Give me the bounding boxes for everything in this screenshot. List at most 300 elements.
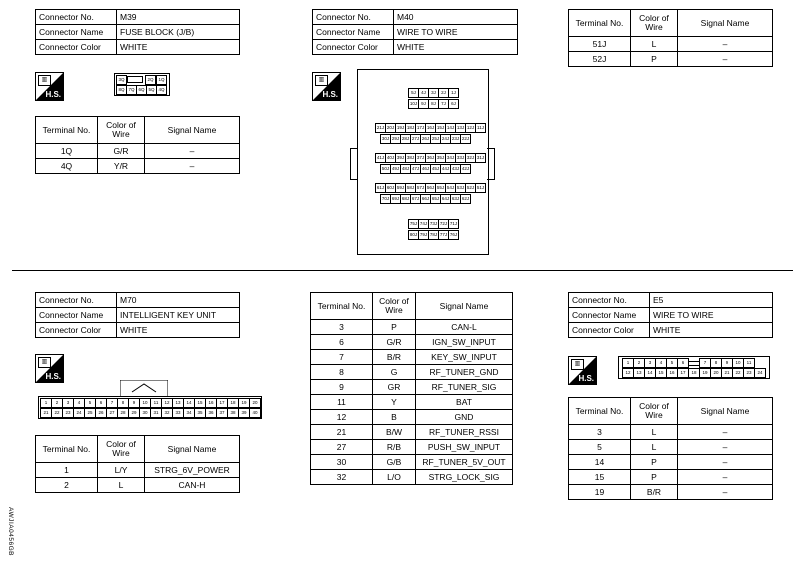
terminal-cell: 29	[128, 408, 140, 418]
label-connector-color: Connector Color	[36, 40, 117, 55]
terminal-cell: 24	[73, 408, 85, 418]
m40-housing-latch-left	[350, 148, 358, 180]
wire-color-cell: L	[631, 425, 678, 440]
terminal-cell: 5J	[408, 88, 419, 98]
header-color-of-wire: Color of Wire	[98, 117, 145, 144]
terminal-cell: 20	[249, 398, 261, 408]
terminal-cell: 58J	[405, 183, 416, 193]
terminal-cell: 30	[139, 408, 151, 418]
terminal-cell: 20J	[385, 123, 396, 133]
header-terminal-no: Terminal No.	[36, 117, 98, 144]
terminal-cell: 2Q	[145, 75, 156, 85]
terminal-cell: 4Q	[156, 85, 167, 95]
terminal-cell: 38	[227, 408, 239, 418]
terminal-cell: 5	[666, 358, 678, 368]
signal-name-cell: IGN_SW_INPUT	[416, 335, 513, 350]
terminal-cell: 65J	[430, 194, 441, 204]
terminal-cell: 13	[633, 368, 645, 378]
m70-signal-table-b	[310, 292, 513, 485]
terminal-cell: 30J	[380, 134, 391, 144]
terminal-cell: 55J	[435, 183, 446, 193]
terminal-cell: 4J	[418, 88, 429, 98]
terminal-no-cell: 5	[569, 440, 631, 455]
wire-color-cell: B/W	[373, 425, 416, 440]
terminal-cell: 76J	[448, 230, 459, 240]
terminal-cell: 66J	[420, 194, 431, 204]
m40-connector-no: M40	[394, 10, 518, 25]
signal-name-cell: RF_TUNER_RSSI	[416, 425, 513, 440]
terminal-cell: 80J	[408, 230, 419, 240]
terminal-no-cell: 30	[311, 455, 373, 470]
wire-color-cell: Y/R	[98, 159, 145, 174]
wire-color-cell: Y	[373, 395, 416, 410]
terminal-cell: 31J	[475, 153, 486, 163]
signal-name-cell: PUSH_SW_INPUT	[416, 440, 513, 455]
terminal-cell: 32	[161, 408, 173, 418]
label-connector-color: Connector Color	[569, 323, 650, 338]
m40-connector-color: WHITE	[394, 40, 518, 55]
table-row	[311, 455, 513, 470]
table-row	[36, 144, 240, 159]
terminal-cell: 14	[183, 398, 195, 408]
header-terminal-no: Terminal No.	[569, 10, 631, 37]
terminal-cell: 24	[754, 368, 766, 378]
terminal-no-cell: 3	[569, 425, 631, 440]
terminal-no-cell: 1	[36, 463, 98, 478]
table-row	[311, 470, 513, 485]
wire-color-cell: GR	[373, 380, 416, 395]
terminal-cell: 23	[743, 368, 755, 378]
terminal-cell: 62J	[460, 194, 471, 204]
terminal-cell: 17	[216, 398, 228, 408]
signal-name-cell: –	[145, 159, 240, 174]
label-connector-color: Connector Color	[36, 323, 117, 338]
terminal-cell: 25	[84, 408, 96, 418]
terminal-cell: 35	[194, 408, 206, 418]
signal-name-cell: RF_TUNER_SIG	[416, 380, 513, 395]
terminal-cell: 3	[644, 358, 656, 368]
wire-color-cell: L/O	[373, 470, 416, 485]
header-color-of-wire: Color of Wire	[631, 398, 678, 425]
table-row	[311, 350, 513, 365]
terminal-cell: 1	[40, 398, 52, 408]
terminal-no-cell: 19	[569, 485, 631, 500]
terminal-no-cell: 12	[311, 410, 373, 425]
terminal-cell: 18	[227, 398, 239, 408]
terminal-cell: 39J	[395, 153, 406, 163]
terminal-cell: 47J	[410, 164, 421, 174]
m39-signal-table	[35, 116, 240, 174]
m70-connector-info	[35, 292, 240, 338]
terminal-cell: 48J	[400, 164, 411, 174]
hs-label: H.S.	[45, 372, 61, 381]
signal-name-cell: KEY_SW_INPUT	[416, 350, 513, 365]
terminal-cell: 23	[62, 408, 74, 418]
terminal-cell: 75J	[408, 219, 419, 229]
header-terminal-no: Terminal No.	[569, 398, 631, 425]
terminal-cell: 10	[139, 398, 151, 408]
terminal-cell: 2	[51, 398, 63, 408]
terminal-cell: 11	[150, 398, 162, 408]
terminal-cell: 22	[51, 408, 63, 418]
terminal-no-cell: 15	[569, 470, 631, 485]
terminal-cell: 6	[95, 398, 107, 408]
header-terminal-no: Terminal No.	[36, 436, 98, 463]
e5-signal-table	[568, 397, 773, 500]
m39-connector-name: FUSE BLOCK (J/B)	[117, 25, 240, 40]
header-signal-name: Signal Name	[145, 117, 240, 144]
terminal-cell: 73J	[428, 219, 439, 229]
m40-connector-name: WIRE TO WIRE	[394, 25, 518, 40]
terminal-cell: 17J	[415, 123, 426, 133]
terminal-cell: 18J	[405, 123, 416, 133]
signal-name-cell: –	[678, 425, 773, 440]
terminal-cell: 16	[666, 368, 678, 378]
terminal-cell: 22	[732, 368, 744, 378]
terminal-cell: 3Q	[116, 75, 127, 85]
terminal-cell: 7	[106, 398, 118, 408]
terminal-cell: 35J	[435, 153, 446, 163]
terminal-no-cell: 9	[311, 380, 373, 395]
signal-name-cell: –	[678, 440, 773, 455]
header-color-of-wire: Color of Wire	[373, 293, 416, 320]
terminal-no-cell: 7	[311, 350, 373, 365]
terminal-cell: 29J	[390, 134, 401, 144]
label-connector-no: Connector No.	[313, 10, 394, 25]
terminal-no-cell: 1Q	[36, 144, 98, 159]
terminal-cell: 37J	[415, 153, 426, 163]
wire-color-cell: B	[373, 410, 416, 425]
terminal-cell: 78J	[428, 230, 439, 240]
section-divider	[12, 270, 793, 271]
terminal-cell: 24J	[440, 134, 451, 144]
terminal-cell: 53J	[455, 183, 466, 193]
terminal-cell: 33J	[455, 153, 466, 163]
table-row	[311, 395, 513, 410]
e5-connector-face	[618, 356, 770, 379]
terminal-cell: 8Q	[116, 85, 127, 95]
m39-connector-no: M39	[117, 10, 240, 25]
table-row	[569, 440, 773, 455]
wire-color-cell: L/Y	[98, 463, 145, 478]
terminal-cell: 59J	[395, 183, 406, 193]
terminal-cell: 28	[117, 408, 129, 418]
terminal-cell: 12	[622, 368, 634, 378]
terminal-cell: 6	[677, 358, 689, 368]
signal-name-cell: STRG_LOCK_SIG	[416, 470, 513, 485]
wire-color-cell: B/R	[631, 485, 678, 500]
signal-name-cell: RF_TUNER_5V_OUT	[416, 455, 513, 470]
signal-name-cell: –	[678, 455, 773, 470]
terminal-cell: 16	[205, 398, 217, 408]
label-connector-name: Connector Name	[36, 25, 117, 40]
terminal-no-cell: 21	[311, 425, 373, 440]
terminal-cell: 6Q	[136, 85, 147, 95]
terminal-cell: 28J	[400, 134, 411, 144]
terminal-cell: 51J	[475, 183, 486, 193]
header-signal-name: Signal Name	[145, 436, 240, 463]
terminal-cell: 20	[710, 368, 722, 378]
terminal-cell: 2J	[438, 88, 449, 98]
label-connector-color: Connector Color	[313, 40, 394, 55]
terminal-cell: 41J	[375, 153, 386, 163]
terminal-cell: 60J	[385, 183, 396, 193]
terminal-cell: 50J	[380, 164, 391, 174]
terminal-cell: 4	[73, 398, 85, 408]
m70-connector-latch	[120, 380, 168, 397]
signal-name-cell: –	[678, 52, 773, 67]
harness-side-icon	[35, 354, 64, 383]
terminal-cell: 34	[183, 408, 195, 418]
terminal-cell: 10J	[408, 99, 419, 109]
wire-color-cell: L	[631, 37, 678, 52]
terminal-no-cell: 51J	[569, 37, 631, 52]
terminal-cell: 63J	[450, 194, 461, 204]
terminal-cell: 31	[150, 408, 162, 418]
terminal-cell: 14J	[445, 123, 456, 133]
connector-icon: ▥	[315, 75, 328, 86]
e5-connector-no: E5	[650, 293, 773, 308]
terminal-cell: 52J	[465, 183, 476, 193]
terminal-cell: 26	[95, 408, 107, 418]
terminal-cell: 23J	[450, 134, 461, 144]
connector-icon: ▥	[38, 357, 51, 368]
label-connector-no: Connector No.	[36, 10, 117, 25]
wire-color-cell: B/R	[373, 350, 416, 365]
connector-icon: ▥	[571, 359, 584, 370]
terminal-cell: 7	[699, 358, 711, 368]
signal-name-cell: BAT	[416, 395, 513, 410]
m70-connector-no: M70	[117, 293, 240, 308]
harness-side-icon	[568, 356, 597, 385]
header-signal-name: Signal Name	[678, 398, 773, 425]
terminal-cell: 21	[721, 368, 733, 378]
terminal-cell: 12	[161, 398, 173, 408]
signal-name-cell: RF_TUNER_GND	[416, 365, 513, 380]
harness-side-icon	[312, 72, 341, 101]
table-row	[311, 440, 513, 455]
terminal-cell: 36	[205, 408, 217, 418]
terminal-cell: 71J	[448, 219, 459, 229]
terminal-cell: 1J	[448, 88, 459, 98]
table-row	[311, 335, 513, 350]
terminal-cell: 43J	[450, 164, 461, 174]
label-connector-name: Connector Name	[36, 308, 117, 323]
signal-name-cell: CAN-L	[416, 320, 513, 335]
terminal-cell: 22J	[460, 134, 471, 144]
terminal-cell: 77J	[438, 230, 449, 240]
terminal-cell: 72J	[438, 219, 449, 229]
table-row	[569, 470, 773, 485]
terminal-cell: 27J	[410, 134, 421, 144]
terminal-cell: 69J	[390, 194, 401, 204]
terminal-cell: 8	[117, 398, 129, 408]
terminal-cell: 42J	[460, 164, 471, 174]
signal-name-cell: –	[678, 37, 773, 52]
terminal-cell: 57J	[415, 183, 426, 193]
terminal-cell: 3J	[428, 88, 439, 98]
table-row	[311, 380, 513, 395]
terminal-cell: 68J	[400, 194, 411, 204]
wire-color-cell: L	[631, 440, 678, 455]
m40-housing-latch-right	[487, 148, 495, 180]
m40-connector-info	[312, 9, 518, 55]
terminal-no-cell: 4Q	[36, 159, 98, 174]
terminal-cell: 33	[172, 408, 184, 418]
terminal-cell: 15	[655, 368, 667, 378]
table-row	[311, 365, 513, 380]
terminal-cell: 9	[128, 398, 140, 408]
terminal-cell: 21	[40, 408, 52, 418]
terminal-cell: 46J	[420, 164, 431, 174]
terminal-no-cell: 11	[311, 395, 373, 410]
wire-color-cell: G/B	[373, 455, 416, 470]
signal-name-cell: –	[678, 470, 773, 485]
terminal-cell: 36J	[425, 153, 436, 163]
terminal-cell: 8	[710, 358, 722, 368]
label-connector-name: Connector Name	[313, 25, 394, 40]
label-connector-no: Connector No.	[36, 293, 117, 308]
table-row	[569, 455, 773, 470]
terminal-cell: 64J	[440, 194, 451, 204]
terminal-cell: 11J	[475, 123, 486, 133]
terminal-cell: 14	[644, 368, 656, 378]
terminal-cell: 27	[106, 408, 118, 418]
label-connector-no: Connector No.	[569, 293, 650, 308]
terminal-cell: 11	[743, 358, 755, 368]
table-row	[311, 320, 513, 335]
terminal-cell: 5Q	[146, 85, 157, 95]
e5-connector-color: WHITE	[650, 323, 773, 338]
wire-color-cell: G	[373, 365, 416, 380]
table-row	[569, 425, 773, 440]
m39-connector-info	[35, 9, 240, 55]
terminal-cell: 54J	[445, 183, 456, 193]
terminal-cell: 19J	[395, 123, 406, 133]
terminal-no-cell: 32	[311, 470, 373, 485]
terminal-cell: 16J	[425, 123, 436, 133]
terminal-no-cell: 2	[36, 478, 98, 493]
terminal-cell: 1Q	[156, 75, 167, 85]
table-row	[569, 37, 773, 52]
terminal-no-cell: 27	[311, 440, 373, 455]
terminal-cell: 1	[622, 358, 634, 368]
terminal-no-cell: 14	[569, 455, 631, 470]
terminal-cell: 3	[62, 398, 74, 408]
m39-connector-color: WHITE	[117, 40, 240, 55]
wire-color-cell: P	[373, 320, 416, 335]
terminal-cell: 26J	[420, 134, 431, 144]
terminal-cell: 34J	[445, 153, 456, 163]
terminal-cell: 19	[699, 368, 711, 378]
hs-label: H.S.	[322, 90, 338, 99]
terminal-cell: 9J	[418, 99, 429, 109]
wire-color-cell: R/B	[373, 440, 416, 455]
terminal-cell: 7Q	[126, 85, 137, 95]
terminal-cell: 79J	[418, 230, 429, 240]
terminal-no-cell: 3	[311, 320, 373, 335]
terminal-cell: 6J	[448, 99, 459, 109]
table-row	[569, 485, 773, 500]
hs-label: H.S.	[45, 90, 61, 99]
terminal-no-cell: 8	[311, 365, 373, 380]
table-row	[569, 52, 773, 67]
e5-connector-name: WIRE TO WIRE	[650, 308, 773, 323]
wire-color-cell: G/R	[373, 335, 416, 350]
terminal-cell: 40J	[385, 153, 396, 163]
harness-side-icon	[35, 72, 64, 101]
m70-signal-table-a	[35, 435, 240, 493]
terminal-cell: 40	[249, 408, 261, 418]
header-signal-name: Signal Name	[416, 293, 513, 320]
terminal-no-cell: 52J	[569, 52, 631, 67]
m40-signal-table	[568, 9, 773, 67]
signal-name-cell: GND	[416, 410, 513, 425]
terminal-cell: 18	[688, 368, 700, 378]
figure-id-label: AWJIA0456GB	[6, 507, 14, 556]
terminal-cell: 38J	[405, 153, 416, 163]
connector-icon: ▥	[38, 75, 51, 86]
wire-color-cell: G/R	[98, 144, 145, 159]
terminal-cell: 32J	[465, 153, 476, 163]
terminal-cell: 21J	[375, 123, 386, 133]
terminal-cell: 7J	[438, 99, 449, 109]
table-row	[311, 425, 513, 440]
m70-connector-face	[38, 396, 262, 419]
terminal-cell: 4	[655, 358, 667, 368]
terminal-cell: 8J	[428, 99, 439, 109]
terminal-cell: 13	[172, 398, 184, 408]
m70-connector-name: INTELLIGENT KEY UNIT	[117, 308, 240, 323]
terminal-cell: 10	[732, 358, 744, 368]
signal-name-cell: –	[678, 485, 773, 500]
table-row	[36, 159, 240, 174]
terminal-cell: 13J	[455, 123, 466, 133]
e5-connector-info	[568, 292, 773, 338]
terminal-cell: 74J	[418, 219, 429, 229]
signal-name-cell: STRG_6V_POWER	[145, 463, 240, 478]
header-terminal-no: Terminal No.	[311, 293, 373, 320]
table-row	[36, 478, 240, 493]
terminal-cell: 19	[238, 398, 250, 408]
terminal-cell: 12J	[465, 123, 476, 133]
terminal-cell: 5	[84, 398, 96, 408]
header-color-of-wire: Color of Wire	[98, 436, 145, 463]
signal-name-cell: CAN-H	[145, 478, 240, 493]
terminal-cell: 70J	[380, 194, 391, 204]
terminal-no-cell: 6	[311, 335, 373, 350]
wire-color-cell: P	[631, 455, 678, 470]
terminal-cell: 15	[194, 398, 206, 408]
terminal-cell: 61J	[375, 183, 386, 193]
terminal-cell: 45J	[430, 164, 441, 174]
terminal-cell: 15J	[435, 123, 446, 133]
terminal-cell: 49J	[390, 164, 401, 174]
header-signal-name: Signal Name	[678, 10, 773, 37]
header-color-of-wire: Color of Wire	[631, 10, 678, 37]
wire-color-cell: L	[98, 478, 145, 493]
signal-name-cell: –	[145, 144, 240, 159]
table-row	[36, 463, 240, 478]
terminal-cell: 9	[721, 358, 733, 368]
hs-label: H.S.	[578, 374, 594, 383]
wire-color-cell: P	[631, 52, 678, 67]
wire-color-cell: P	[631, 470, 678, 485]
terminal-cell: 44J	[440, 164, 451, 174]
terminal-cell: 56J	[425, 183, 436, 193]
terminal-cell: 37	[216, 408, 228, 418]
terminal-cell: 67J	[410, 194, 421, 204]
